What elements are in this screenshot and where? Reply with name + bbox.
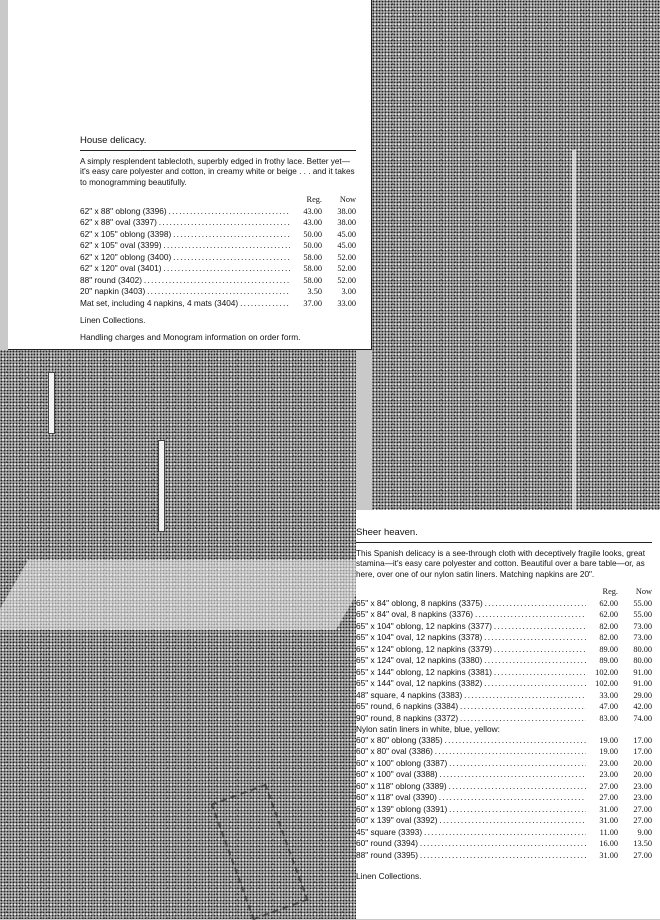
price-row (356, 827, 652, 839)
item-label: 60" x 80" oval (3386) (356, 746, 433, 756)
price-row (80, 206, 356, 218)
item-label: 62" x 120" oval (3401) (80, 263, 162, 273)
now-price: 29.00 (633, 690, 652, 700)
now-price: 55.00 (633, 598, 652, 608)
dot-leader (420, 839, 586, 850)
price-row (356, 746, 652, 758)
reg-price: 58.00 (303, 264, 322, 273)
reg-price: 3.50 (307, 287, 322, 296)
now-price: 45.00 (337, 241, 356, 250)
price-row (356, 769, 652, 781)
sheer-col-now: Now (635, 587, 652, 596)
price-row (356, 655, 652, 667)
now-price: 91.00 (633, 679, 652, 688)
now-price: 23.00 (633, 781, 652, 791)
now-price: 55.00 (633, 610, 652, 619)
sheer-column-headers (356, 586, 652, 598)
house-note-brand: Linen Collections. (80, 315, 146, 325)
item-label: 62" x 120" oblong (3400) (80, 251, 172, 262)
price-row (80, 286, 356, 298)
price-row (356, 735, 652, 747)
photo-table-surface (0, 560, 376, 630)
dot-leader (144, 276, 290, 287)
now-price: 38.00 (337, 218, 356, 227)
item-label: 60" x 80" oblong (3385) (356, 734, 443, 745)
price-row (80, 298, 356, 310)
now-price: 23.00 (633, 793, 652, 802)
now-price: 91.00 (633, 667, 652, 677)
price-row (356, 678, 652, 690)
dot-leader (440, 770, 586, 781)
reg-price: 89.00 (599, 656, 618, 665)
price-row (80, 275, 356, 287)
dot-leader (424, 828, 586, 839)
reg-price: 50.00 (303, 229, 322, 239)
price-row (80, 217, 356, 229)
sheer-title: Sheer heaven. (356, 528, 652, 543)
reg-price: 19.00 (599, 747, 618, 756)
now-price: 17.00 (633, 735, 652, 745)
reg-price: 43.00 (303, 206, 322, 216)
item-label: 65" x 124" oval, 12 napkins (3380) (356, 655, 483, 665)
reg-price: 58.00 (303, 275, 322, 285)
now-price: 20.00 (633, 758, 652, 768)
item-label: 90" round, 8 napkins (3372) (356, 712, 459, 723)
item-label: 60" x 139" oval (3392) (356, 815, 438, 825)
reg-price: 19.00 (599, 735, 618, 745)
now-price: 52.00 (337, 264, 356, 273)
now-price: 20.00 (633, 770, 652, 779)
reg-price: 23.00 (599, 758, 618, 768)
photo-tablecloth-top (372, 0, 660, 510)
item-label: 65" x 104" oblong, 12 napkins (3377) (356, 620, 492, 631)
dot-leader (173, 230, 290, 241)
item-label: 62" x 105" oval (3399) (80, 240, 162, 250)
reg-price: 31.00 (599, 850, 618, 860)
item-label: 48" square, 4 napkins (3383) (356, 689, 463, 700)
price-row (356, 701, 652, 713)
price-row (356, 804, 652, 816)
house-price-list (80, 206, 356, 310)
now-price: 13.50 (633, 839, 652, 848)
item-label: 60" x 100" oval (3388) (356, 769, 438, 779)
item-label: 62" x 105" oblong (3398) (80, 228, 172, 239)
sheer-col-reg: Reg. (602, 587, 618, 596)
dot-leader (439, 793, 586, 804)
price-row (356, 598, 652, 610)
dot-leader (484, 679, 586, 690)
price-row (356, 667, 652, 679)
item-label: 60" x 100" oblong (3387) (356, 757, 448, 768)
price-row (356, 713, 652, 725)
price-row (356, 632, 652, 644)
item-label: 60" round (3394) (356, 838, 418, 848)
house-description: A simply resplendent tablecloth, superbly edged in frothy lace. Better yet—it's easy care polyester and cotton, in creamy white or beige . . . and it takes to monogramming beautifully. (80, 156, 355, 187)
now-price: 45.00 (337, 229, 356, 239)
reg-price: 31.00 (599, 804, 618, 814)
item-label: 65" round, 6 napkins (3384) (356, 701, 459, 711)
now-price: 3.00 (341, 287, 356, 296)
dot-leader (440, 816, 586, 827)
now-price: 73.00 (633, 633, 652, 642)
house-col-reg: Reg. (306, 195, 322, 204)
dot-leader (494, 622, 586, 633)
price-row (80, 252, 356, 264)
photo-candle-center (158, 440, 165, 532)
now-price: 17.00 (633, 747, 652, 756)
reg-price: 16.00 (599, 839, 618, 848)
dot-leader (164, 241, 290, 252)
house-note-handling: Handling charges and Monogram information on order form. (80, 331, 301, 342)
now-price: 42.00 (633, 702, 652, 711)
reg-price: 58.00 (303, 252, 322, 262)
reg-price: 82.00 (599, 633, 618, 642)
dot-leader (164, 264, 290, 275)
price-row (80, 229, 356, 241)
dot-leader (173, 253, 290, 264)
now-price: 73.00 (633, 621, 652, 631)
price-row (356, 621, 652, 633)
house-col-now: Now (339, 195, 356, 204)
sheer-description: This Spanish delicacy is a see-through cloth with deceptively fragile looks, great stamina—it's easy care polyester and cotton. Beautiful over a bare table—or, as here, over one of our nylon satin liners. Matching napkins are 20". (356, 548, 645, 579)
house-column-headers (80, 194, 356, 206)
reg-price: 47.00 (599, 702, 618, 711)
item-label: 60" x 118" oval (3390) (356, 792, 437, 802)
now-price: 80.00 (633, 644, 652, 654)
now-price: 80.00 (633, 656, 652, 665)
sheer-liners-heading: Nylon satin liners in white, blue, yellow: (356, 724, 500, 734)
dot-leader (475, 610, 586, 621)
now-price: 9.00 (637, 827, 652, 837)
reg-price: 27.00 (599, 793, 618, 802)
now-price: 27.00 (633, 804, 652, 814)
now-price: 52.00 (337, 252, 356, 262)
item-label: 62" x 88" oval (3397) (80, 217, 157, 227)
dot-leader (460, 702, 586, 713)
reg-price: 62.00 (599, 598, 618, 608)
dot-leader (159, 218, 290, 229)
reg-price: 89.00 (599, 644, 618, 654)
price-row (356, 758, 652, 770)
dot-leader (494, 645, 586, 656)
item-label: 65" x 84" oval, 8 napkins (3376) (356, 609, 474, 619)
item-label: 88" round (3395) (356, 849, 418, 860)
item-label: 65" x 144" oval, 12 napkins (3382) (356, 678, 483, 688)
reg-price: 50.00 (303, 241, 322, 250)
reg-price: 33.00 (599, 690, 618, 700)
dot-leader (484, 633, 586, 644)
house-delicacy-block (80, 136, 356, 342)
dot-leader (449, 759, 586, 770)
now-price: 38.00 (337, 206, 356, 216)
price-row (356, 815, 652, 827)
sheer-heaven-block (356, 528, 652, 882)
dot-leader (240, 299, 290, 310)
price-row (356, 609, 652, 621)
dot-leader (460, 714, 586, 725)
item-label: 88" round (3402) (80, 274, 142, 285)
item-label: 65" x 104" oval, 12 napkins (3378) (356, 632, 483, 642)
sheer-liner-list (356, 735, 652, 862)
item-label: 65" x 84" oblong, 8 napkins (3375) (356, 597, 483, 608)
item-label: 45" square (3393) (356, 826, 423, 837)
dot-leader (494, 668, 586, 679)
price-row (356, 792, 652, 804)
item-label: 60" x 139" oblong (3391) (356, 803, 448, 814)
sheer-note-brand: Linen Collections. (356, 871, 422, 881)
item-label: 65" x 144" oblong, 12 napkins (3381) (356, 666, 492, 677)
sheer-price-list (356, 598, 652, 725)
item-label: 60" x 118" oblong (3389) (356, 780, 447, 791)
item-label: 65" x 124" oblong, 12 napkins (3379) (356, 643, 492, 654)
now-price: 27.00 (633, 816, 652, 825)
dot-leader (420, 851, 586, 862)
reg-price: 27.00 (599, 781, 618, 791)
dot-leader (449, 782, 586, 793)
dot-leader (147, 287, 290, 298)
reg-price: 37.00 (303, 298, 322, 308)
photo-candle-left (48, 372, 55, 434)
reg-price: 83.00 (599, 713, 618, 723)
item-label: 62" x 88" oblong (3396) (80, 205, 167, 216)
reg-price: 102.00 (595, 679, 618, 688)
price-row (356, 838, 652, 850)
reg-price: 62.00 (599, 610, 618, 619)
price-row (356, 690, 652, 702)
price-row (356, 644, 652, 656)
item-label: 20" napkin (3403) (80, 286, 146, 296)
dot-leader (435, 747, 586, 758)
dot-leader (445, 736, 586, 747)
price-row (356, 850, 652, 862)
dot-leader (449, 805, 586, 816)
photo-table-setting (0, 350, 356, 919)
dot-leader (169, 207, 290, 218)
reg-price: 43.00 (303, 218, 322, 227)
price-row (80, 240, 356, 252)
dot-leader (485, 599, 586, 610)
reg-price: 23.00 (599, 770, 618, 779)
now-price: 74.00 (633, 713, 652, 723)
reg-price: 31.00 (599, 816, 618, 825)
reg-price: 82.00 (599, 621, 618, 631)
dot-leader (464, 691, 586, 702)
reg-price: 102.00 (595, 667, 618, 677)
now-price: 33.00 (337, 298, 356, 308)
dot-leader (484, 656, 586, 667)
house-title: House delicacy. (80, 136, 356, 151)
now-price: 27.00 (633, 850, 652, 860)
price-row (80, 263, 356, 275)
reg-price: 11.00 (599, 827, 618, 837)
item-label: Mat set, including 4 napkins, 4 mats (3404) (80, 297, 239, 308)
price-row (356, 781, 652, 793)
now-price: 52.00 (337, 275, 356, 285)
photo-wall-edge (572, 150, 576, 510)
